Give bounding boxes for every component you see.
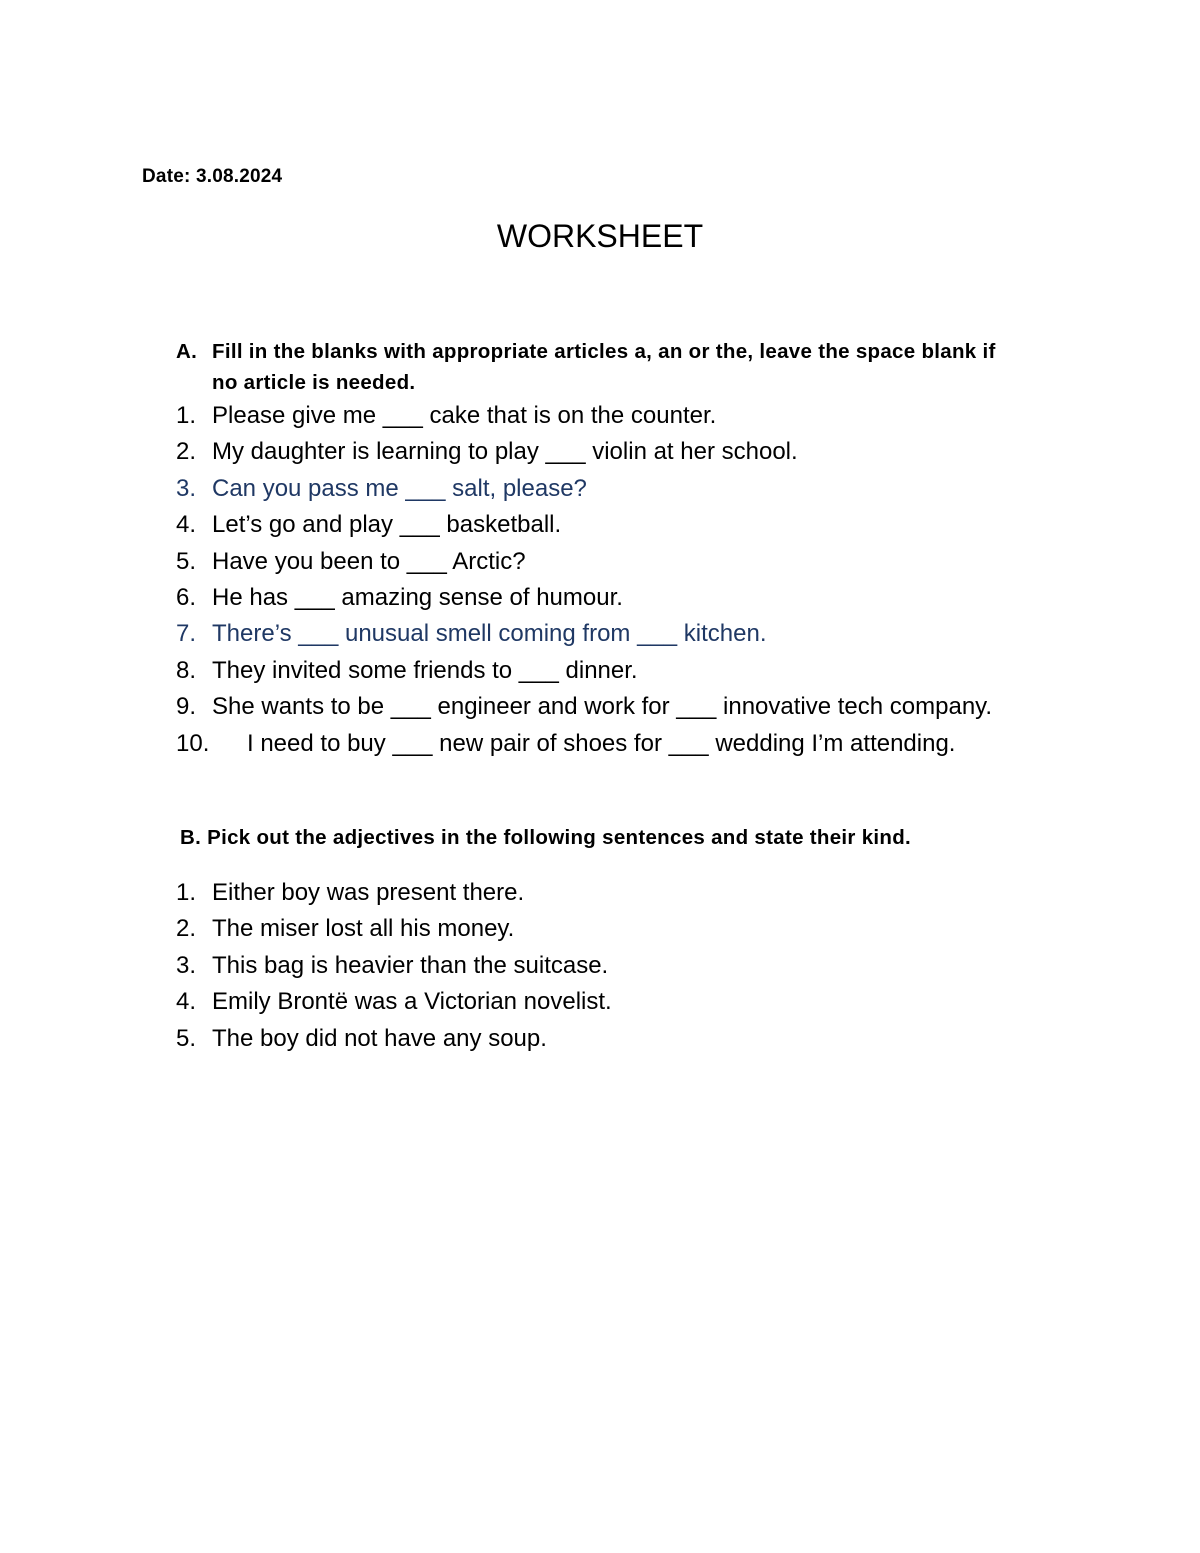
question-a-10 (176, 726, 1096, 762)
section-b-instruction: B. Pick out the adjectives in the following sentences and state their kind. (180, 826, 912, 849)
question-a-7 (176, 616, 1096, 652)
question-number: 3. (176, 474, 197, 502)
question-text: Emily Brontë was a Victorian novelist. (212, 988, 612, 1016)
question-text: There’s ___ unusual smell coming from ___ kitchen. (212, 620, 767, 648)
question-text: Either boy was present there. (212, 879, 525, 906)
question-b-2 (176, 911, 1096, 947)
question-number: 3. (176, 951, 197, 979)
question-text: Let’s go and play ___ basketball. (212, 511, 562, 539)
worksheet-title: WORKSHEET (496, 218, 704, 254)
question-number: 4. (176, 988, 197, 1016)
question-number: 5. (176, 1024, 197, 1052)
question-a-1 (176, 398, 1096, 434)
question-text: The miser lost all his money. (212, 915, 515, 943)
question-text: Can you pass me ___ salt, please? (212, 474, 587, 502)
question-a-6 (176, 580, 1096, 616)
question-text: The boy did not have any soup. (212, 1024, 547, 1052)
question-number: 10. (176, 729, 210, 757)
question-text: They invited some friends to ___ dinner. (212, 656, 638, 684)
question-a-3 (176, 471, 1096, 507)
section-a-instruction (176, 336, 1076, 398)
question-text: I need to buy ___ new pair of shoes for ___ wedding I’m attending. (247, 729, 956, 757)
question-a-9 (176, 689, 1096, 725)
question-a-4 (176, 507, 1096, 543)
question-b-5 (176, 1021, 1096, 1057)
worksheet-date: Date: 3.08.2024 (142, 166, 283, 187)
question-number: 1. (176, 402, 197, 429)
question-b-1 (176, 875, 1096, 911)
question-number: 1. (176, 879, 197, 906)
question-a-5 (176, 544, 1096, 580)
question-b-3 (176, 948, 1096, 984)
question-number: 8. (176, 656, 197, 684)
question-number: 5. (176, 547, 197, 575)
question-text: She wants to be ___ engineer and work for ___ innovative tech company. (212, 693, 993, 721)
question-b-4 (176, 984, 1096, 1020)
question-text: He has ___ amazing sense of humour. (212, 584, 623, 612)
question-number: 2. (176, 438, 197, 466)
question-text: This bag is heavier than the suitcase. (212, 951, 609, 979)
section-a-instruction-text: Fill in the blanks with appropriate articles a, an or the, leave the space blank if no article is needed. (212, 340, 996, 394)
question-text: My daughter is learning to play ___ violin at her school. (212, 438, 798, 466)
question-text: Have you been to ___ Arctic? (212, 547, 526, 575)
question-number: 7. (176, 620, 197, 648)
question-text: Please give me ___ cake that is on the counter. (212, 402, 717, 429)
question-number: 6. (176, 584, 197, 612)
section-a-question-list (176, 398, 1096, 762)
question-number: 4. (176, 511, 197, 539)
section-a-marker: A. (176, 340, 198, 363)
question-number: 2. (176, 915, 197, 943)
question-number: 9. (176, 693, 197, 721)
section-b-question-list (176, 875, 1096, 1057)
question-a-8 (176, 653, 1096, 689)
question-a-2 (176, 434, 1096, 470)
